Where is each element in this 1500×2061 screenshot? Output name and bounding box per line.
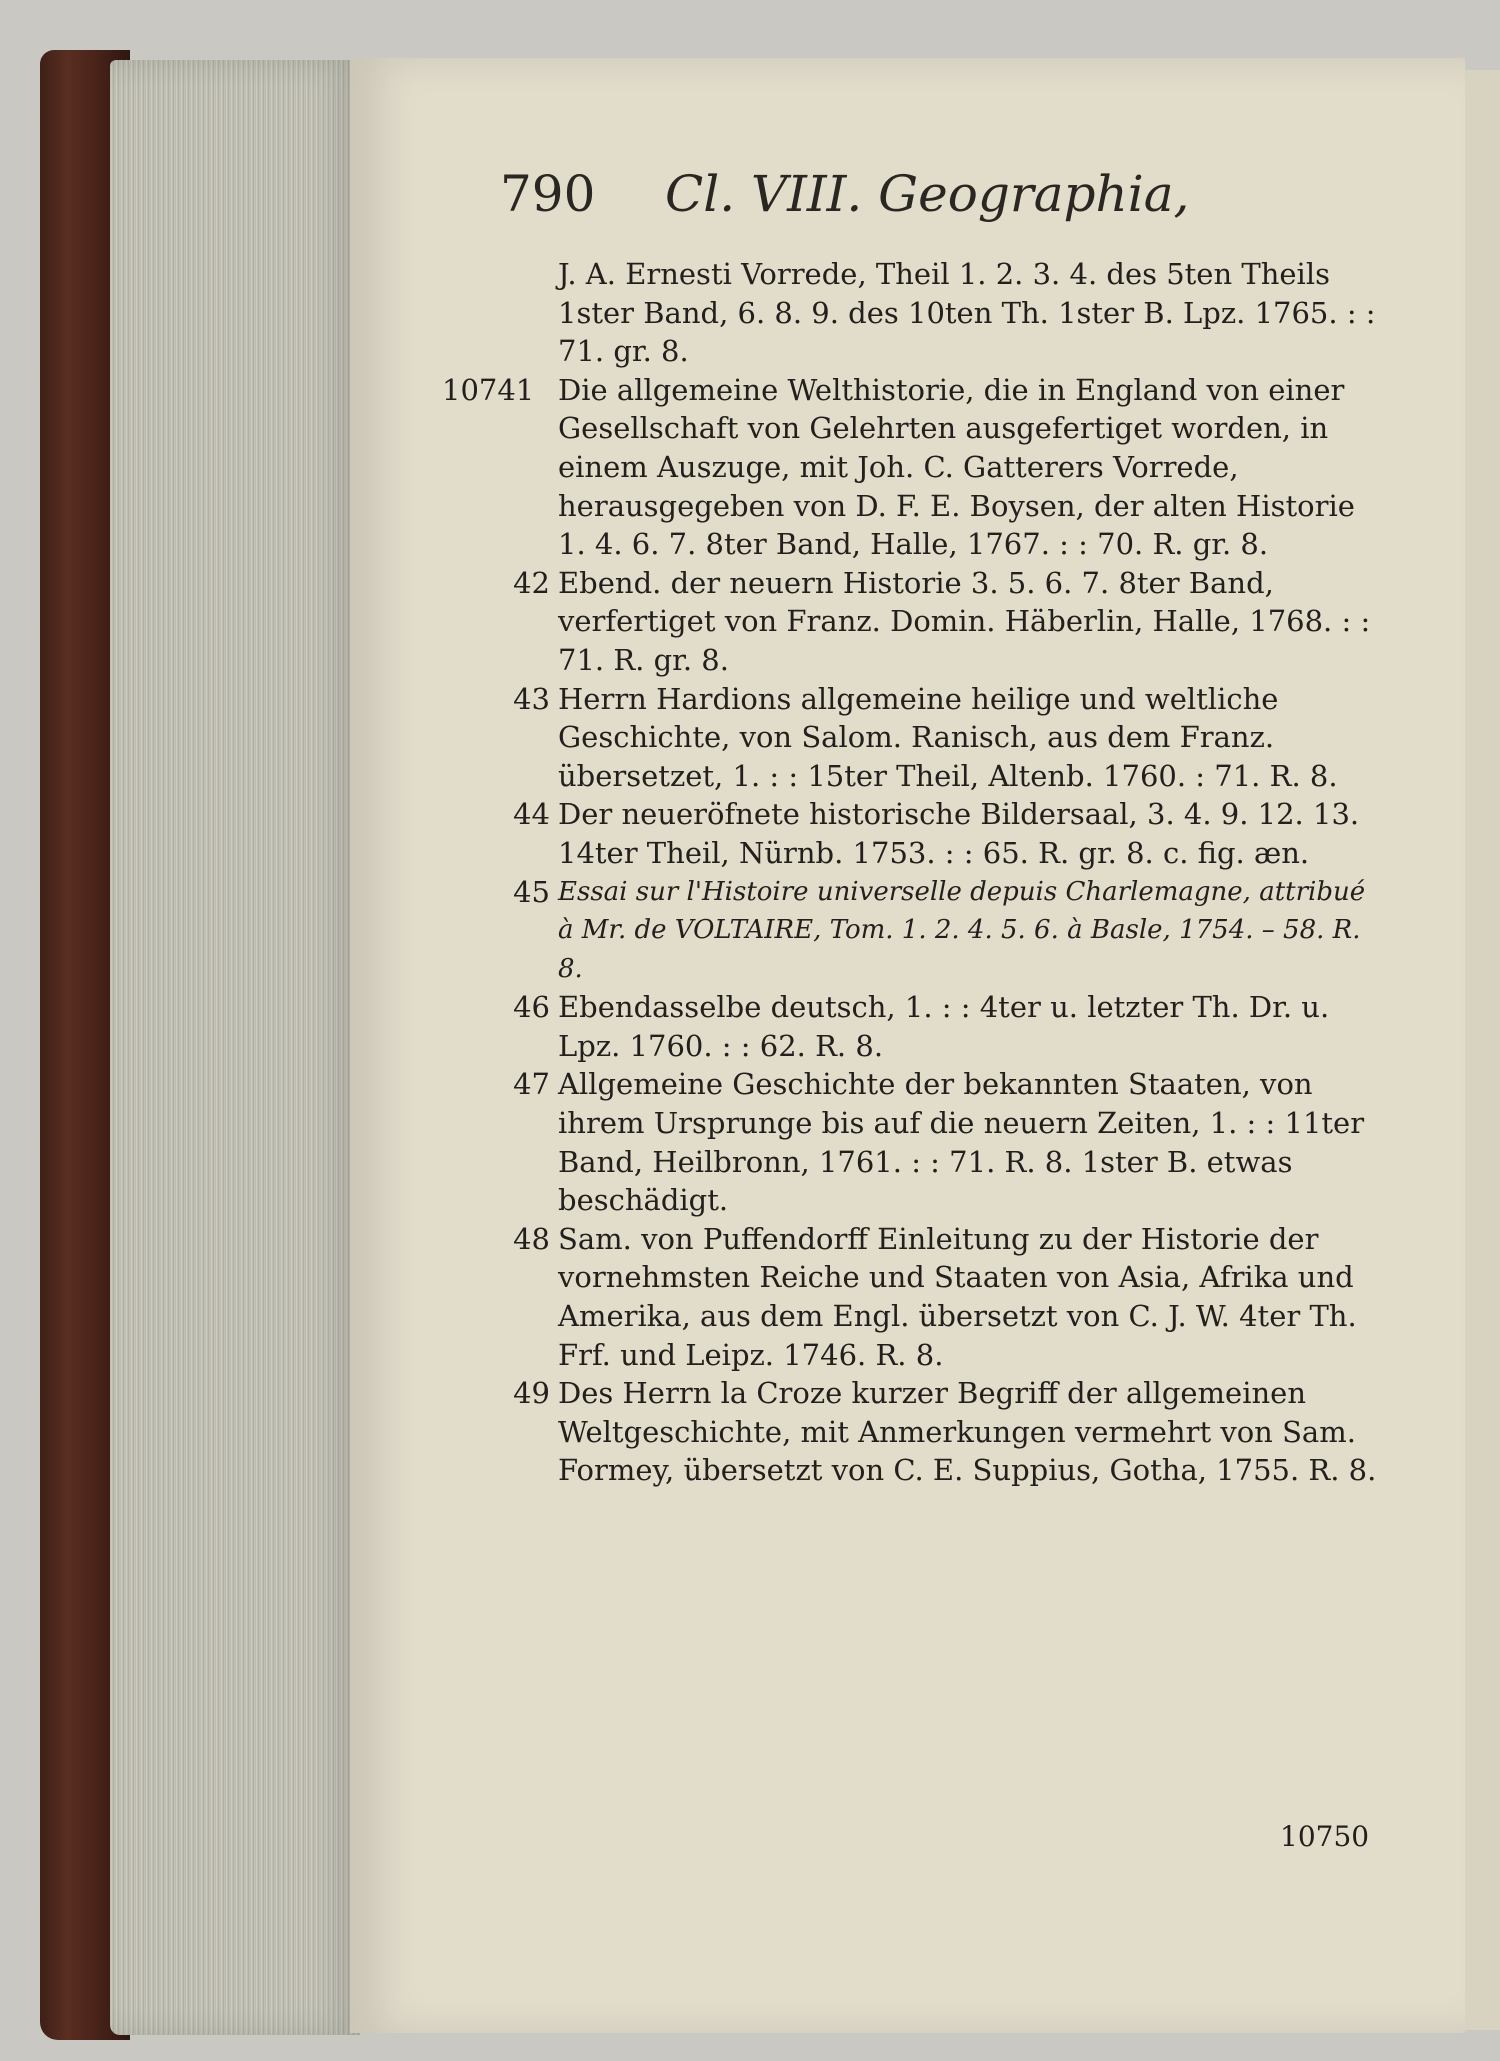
running-title: Cl. VIII. Geographia, bbox=[665, 165, 1190, 223]
page-edges bbox=[110, 60, 360, 2035]
entry-text: Essai sur l'Histoire universelle depuis Charlemagne, attribué à Mr. de VOLTAIRE, Tom. 1. 2. 4. 5. 6. à Basle, 1754. – 58. R. 8. bbox=[558, 876, 1366, 984]
entry-text: Sam. von Puffendorff Einleitung zu der Historie der vornehmsten Reiche und Staaten von Asia, Afrika und Amerika, aus dem Engl. übersetzt von C. J. W. 4ter Th. Frf. und Leipz. 1746. R. 8. bbox=[558, 1221, 1357, 1372]
catalog-entry bbox=[500, 1220, 1380, 1374]
entry-text: Des Herrn la Croze kurzer Begriff der allgemeinen Weltgeschichte, mit Anmerkungen vermehrt von Sam. Formey, übersetzt von C. E. Suppius, Gotha, 1755. R. 8. bbox=[558, 1376, 1377, 1488]
catalog-entry bbox=[442, 371, 1380, 564]
entry-number: 47 bbox=[513, 1067, 550, 1102]
entry-number: 46 bbox=[513, 990, 550, 1025]
entry-number: 43 bbox=[513, 681, 550, 716]
entry-text: Die allgemeine Welthistorie, die in England von einer Gesellschaft von Gelehrten ausgefertiget worden, in einem Auszuge, mit Joh. C. Gatterers Vorrede, herausgegeben von D. F. E. Boysen, der alten Historie 1. 4. 6. 7. 8ter Band, Halle, 1767. : : 70. R. gr. 8. bbox=[558, 372, 1355, 562]
catalog-entry bbox=[500, 255, 1380, 371]
catchword: 10750 bbox=[1280, 1820, 1370, 1853]
catalog-entry bbox=[500, 680, 1380, 796]
catalog-entry bbox=[500, 1065, 1380, 1219]
catalog-entry bbox=[500, 795, 1380, 872]
entry-number: 44 bbox=[513, 797, 550, 832]
catalog-entry bbox=[500, 564, 1380, 680]
entry-number: 42 bbox=[513, 565, 550, 600]
facing-page-edge bbox=[1462, 70, 1500, 2030]
entry-text: Allgemeine Geschichte der bekannten Staaten, von ihrem Ursprunge bis auf die neuern Zeiten, 1. : : 11ter Band, Heilbronn, 1761. : : 71. R. 8. 1ster B. etwas beschädigt. bbox=[558, 1067, 1365, 1218]
catalog-entry bbox=[500, 1374, 1380, 1490]
catalog-entry bbox=[500, 988, 1380, 1065]
entry-text: Ebend. der neuern Historie 3. 5. 6. 7. 8ter Band, verfertiget von Franz. Domin. Häberlin, Halle, 1768. : : 71. R. gr. 8. bbox=[558, 565, 1371, 677]
entry-text: Der neueröfnete historische Bildersaal, 3. 4. 9. 12. 13. 14ter Theil, Nürnb. 1753. : : 65. R. gr. 8. c. fig. æn. bbox=[558, 797, 1360, 870]
entry-number: 48 bbox=[513, 1221, 550, 1256]
entry-number: 45 bbox=[513, 874, 550, 909]
catalog-entries bbox=[442, 255, 1380, 1490]
entry-text: Herrn Hardions allgemeine heilige und weltliche Geschichte, von Salom. Ranisch, aus dem Franz. übersetzet, 1. : : 15ter Theil, Altenb. 1760. : 71. R. 8. bbox=[558, 681, 1338, 793]
catalog-entry bbox=[500, 873, 1380, 989]
entry-text: J. A. Ernesti Vorrede, Theil 1. 2. 3. 4. des 5ten Theils 1ster Band, 6. 8. 9. des 10ten Th. 1ster B. Lpz. 1765. : : 71. gr. 8. bbox=[558, 257, 1376, 369]
entry-number: 10741 bbox=[442, 372, 535, 407]
entry-number: 49 bbox=[513, 1376, 550, 1411]
entry-text: Ebendasselbe deutsch, 1. : : 4ter u. letzter Th. Dr. u. Lpz. 1760. : : 62. R. 8. bbox=[558, 990, 1330, 1063]
page-header bbox=[500, 165, 1200, 235]
page-number: 790 bbox=[500, 165, 596, 223]
